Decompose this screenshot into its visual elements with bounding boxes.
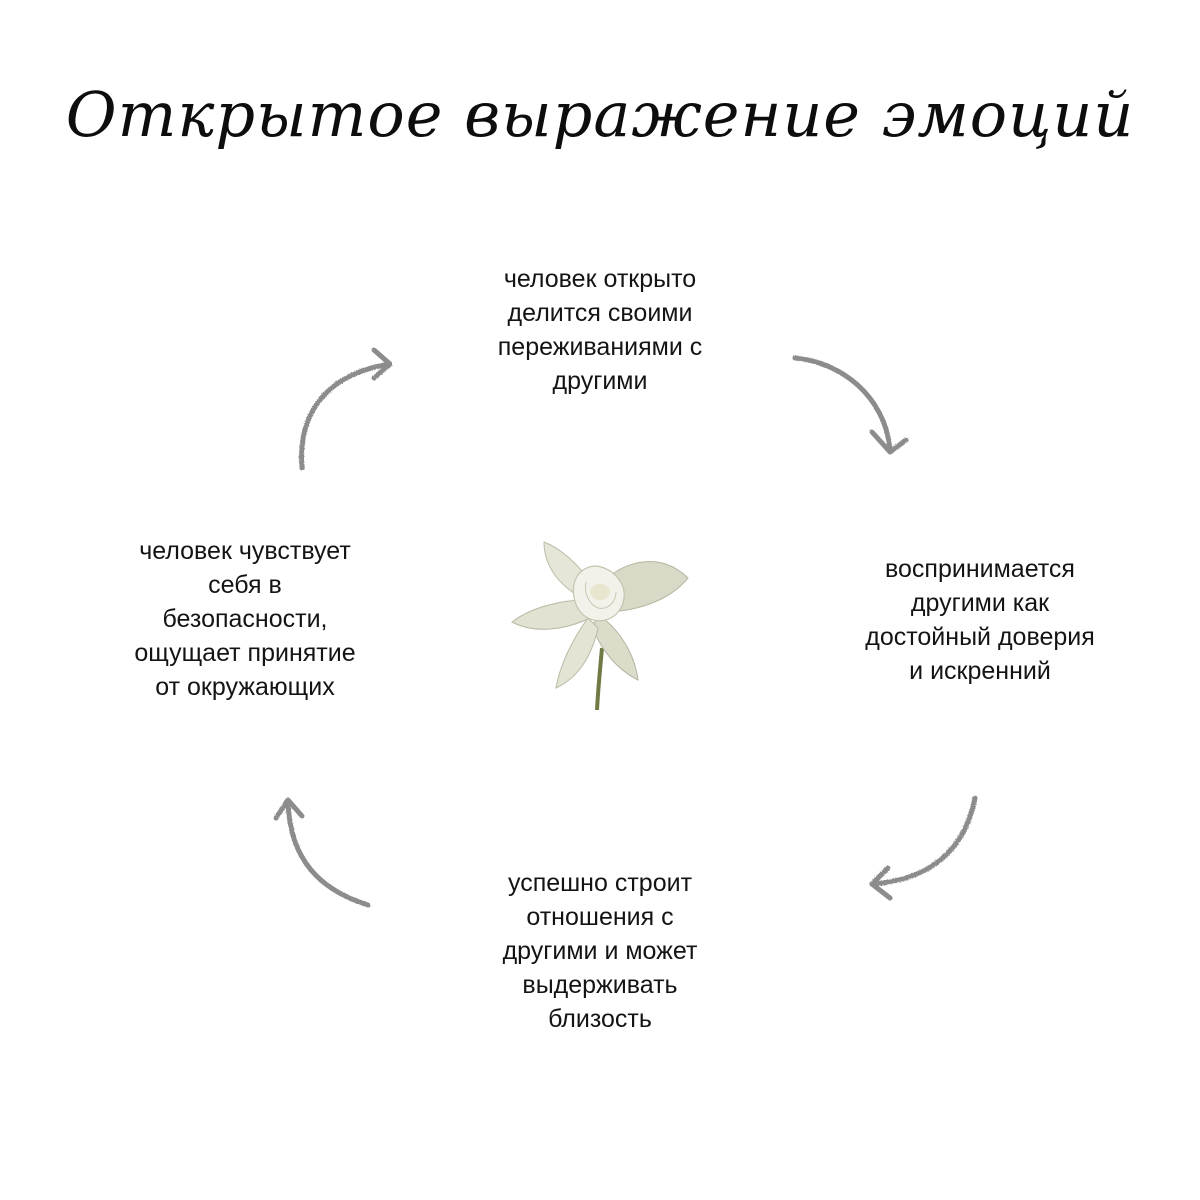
node-open-sharing	[440, 262, 760, 398]
node-text-line: достойный доверия	[865, 623, 1095, 651]
node-text-line: ощущает принятие	[134, 639, 356, 667]
node-text-line: воспринимается	[885, 555, 1075, 583]
node-text-line: другими	[552, 367, 648, 395]
node-text-line: переживаниями с	[497, 333, 703, 361]
arrow-top-left	[302, 350, 390, 468]
arrow-bottom-left	[276, 800, 368, 905]
node-perceived-trustworthy	[830, 552, 1130, 688]
node-text-line: себя в	[208, 571, 282, 599]
node-text-line: от окружающих	[155, 673, 335, 701]
page-title: Открытое выражение эмоций	[65, 78, 1135, 151]
node-text-line: и искренний	[909, 657, 1051, 685]
node-text-line: человек чувствует	[139, 537, 351, 565]
daffodil-flower-image	[500, 530, 700, 720]
node-text-line: отношения с	[526, 903, 674, 931]
node-text-line: человек открыто	[503, 265, 697, 293]
node-text-line: другими и может	[502, 937, 698, 965]
arrow-top-right	[795, 358, 906, 452]
flower-center	[590, 584, 610, 600]
node-text-line: успешно строит	[507, 869, 693, 897]
arrow-bottom-right	[872, 798, 975, 898]
node-text-line: другими как	[910, 589, 1050, 617]
node-text-line: безопасности,	[162, 605, 328, 633]
flower-petal	[556, 618, 598, 688]
node-text-line: делится своими	[507, 299, 693, 327]
flower-stem	[597, 648, 602, 710]
node-text-line: выдерживать	[522, 971, 678, 999]
node-builds-relationships	[440, 866, 760, 1036]
node-feels-safe	[95, 534, 395, 704]
node-text-line: близость	[548, 1005, 652, 1033]
